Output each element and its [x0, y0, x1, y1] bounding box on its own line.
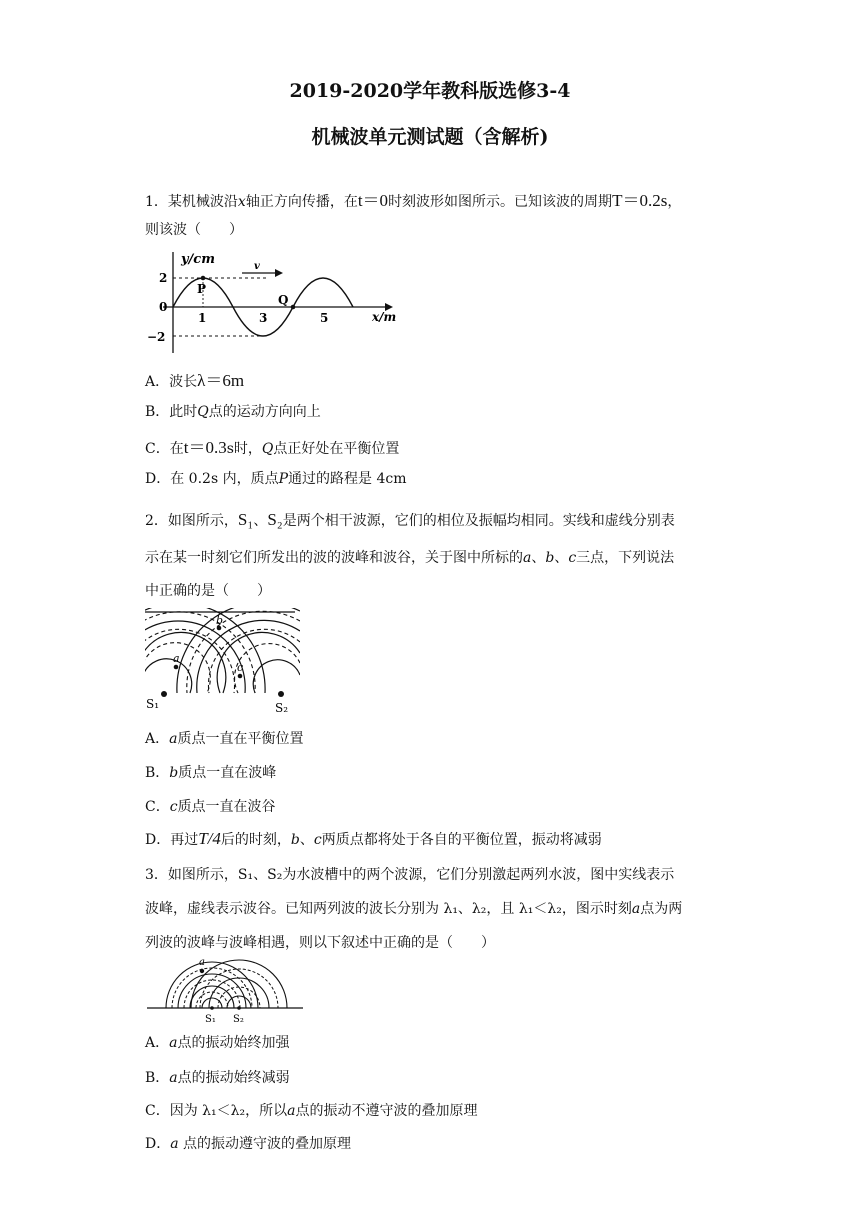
q3-point-a — [200, 969, 204, 973]
q2-label-s1: S₁ — [146, 697, 160, 711]
q1-tick-y-2: 2 — [159, 271, 168, 285]
q1-option-b: B．此时Q点的运动方向向上 — [145, 404, 321, 420]
q1-point-p-label: P — [197, 282, 207, 296]
q1-tick-y-0: 0 — [159, 300, 168, 314]
q1-option-d: D．在 0.2s 内，质点P通过的路程是 4cm — [145, 471, 407, 487]
q2-label-s2: S₂ — [275, 701, 289, 715]
q3-source-s2 — [237, 1006, 241, 1010]
q2-label-c: c — [237, 661, 244, 674]
q2-s2-crests — [177, 608, 300, 693]
q3-option-a: A．a点的振动始终加强 — [145, 1035, 290, 1051]
q1-x-label: x/m — [372, 310, 397, 324]
q1-point-p — [201, 276, 206, 281]
q3-source-s1 — [210, 1006, 214, 1010]
q3-option-c: C．因为 λ₁＜λ₂，所以a点的振动不遵守波的叠加原理 — [145, 1103, 478, 1119]
q1-stem-line2: 则该波（ ） — [145, 222, 243, 238]
q1-wave-figure — [145, 250, 410, 355]
q2-stem-line2: 示在某一时刻它们所发出的波的波峰和波谷，关于图中所标的a、b、c三点，下列说法 — [145, 550, 675, 566]
q3-option-b: B．a点的振动始终减弱 — [145, 1070, 290, 1086]
q3-stem-line3: 列波的波峰与波峰相遇，则以下叙述中正确的是（ ） — [145, 935, 495, 951]
q1-tick-x-3: 3 — [259, 311, 268, 325]
q2-option-d: D．再过T/4后的时刻，b、c两质点都将处于各自的平衡位置，振动将减弱 — [145, 829, 602, 848]
q2-stem-line3: 中正确的是（ ） — [145, 583, 271, 599]
q1-y-label: y/cm — [181, 252, 215, 267]
q1-tick-x-1: 1 — [198, 311, 207, 325]
q2-stem-line1: 2．如图所示，S₁、S₂是两个相干波源，它们的相位及振幅均相同。实线和虚线分别表 — [145, 510, 675, 529]
q2-s1-troughs — [145, 612, 255, 693]
q1-velocity-label: v — [254, 261, 260, 272]
q3-stem-line1: 3．如图所示，S₁、S₂为水波槽中的两个波源，它们分别激起两列水波，图中实线表示 — [145, 867, 675, 883]
q3-stem-line2: 波峰，虚线表示波谷。已知两列波的波长分别为 λ₁、λ₂，且 λ₁＜λ₂，图示时刻a点为两 — [145, 901, 683, 917]
q2-option-b: B．b质点一直在波峰 — [145, 765, 277, 781]
q1-point-q — [291, 305, 296, 310]
q2-label-b: b — [216, 614, 224, 627]
q2-source-s2 — [278, 691, 284, 697]
q2-interference-figure — [145, 608, 300, 716]
q2-point-a — [174, 665, 179, 670]
q1-point-q-label: Q — [278, 293, 289, 307]
q1-period-formula: T＝0.2s — [612, 191, 668, 210]
q1-tick-y-neg2: −2 — [147, 330, 166, 344]
q3-label-a: a — [199, 957, 205, 968]
document-title: 2019-2020学年教科版选修3-4 — [289, 80, 571, 102]
q1-option-a: A．波长λ＝6m — [145, 371, 245, 390]
q1-t0-formula: t＝0 — [357, 191, 389, 210]
q3-option-d: D．a 点的振动遵守波的叠加原理 — [145, 1136, 352, 1152]
q2-s1-crests — [145, 608, 265, 693]
q2-option-a: A．a质点一直在平衡位置 — [145, 731, 304, 747]
q2-option-c: C．c质点一直在波谷 — [145, 799, 276, 815]
q3-label-s1: S₁ — [205, 1014, 216, 1025]
q2-point-c — [238, 674, 243, 679]
q1-option-c: C．在t＝0.3s时，Q点正好处在平衡位置 — [145, 438, 400, 457]
q3-ripple-figure — [145, 956, 305, 1026]
q3-label-s2: S₂ — [233, 1014, 244, 1025]
q2-source-s1 — [161, 691, 167, 697]
q2-label-a: a — [173, 652, 180, 665]
q1-stem: 1．某机械波沿x轴正方向传播，在t＝0时刻波形如图所示。已知该波的周期T＝0.2s， — [145, 191, 682, 210]
q1-tick-x-5: 5 — [320, 311, 329, 325]
document-subtitle: 机械波单元测试题（含解析) — [311, 126, 549, 148]
